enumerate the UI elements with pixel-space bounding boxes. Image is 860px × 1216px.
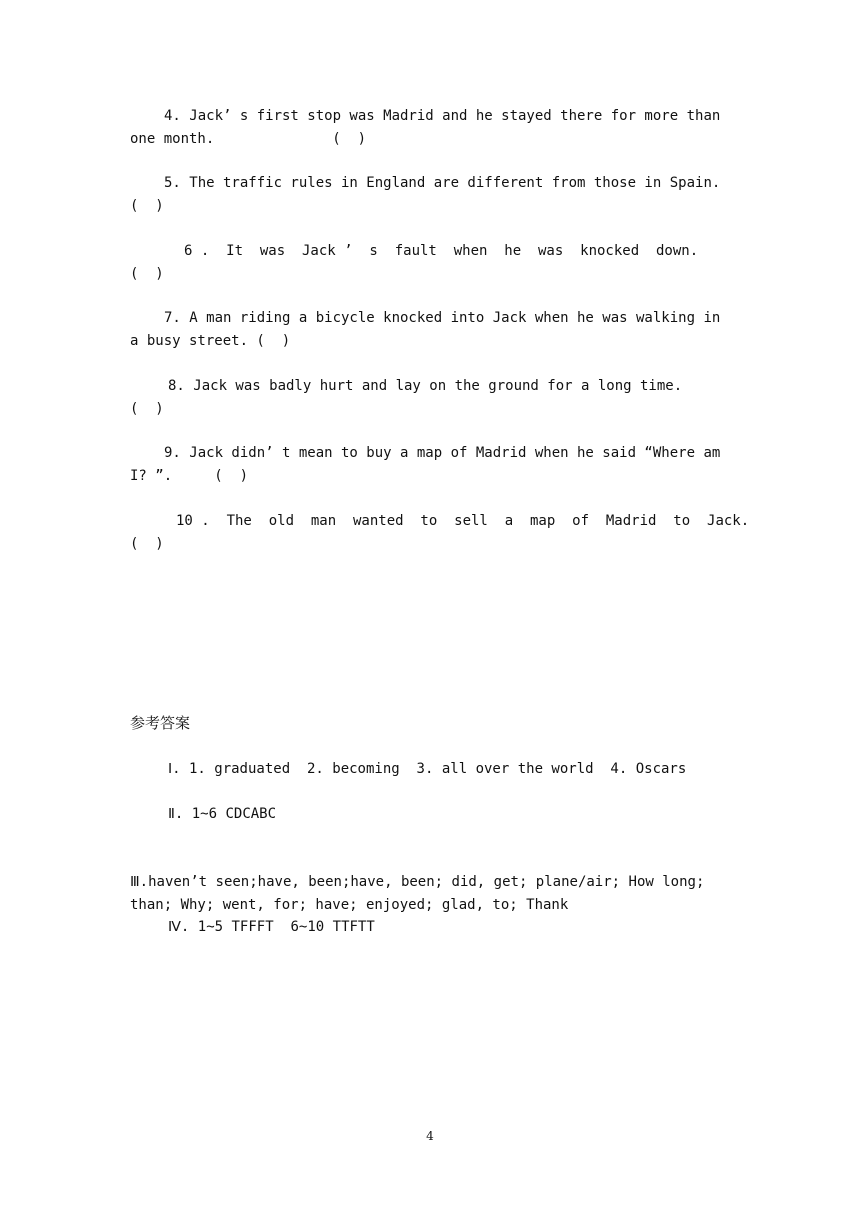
question-8 bbox=[130, 375, 730, 421]
answer-section-2 bbox=[130, 803, 730, 826]
answer-section-4 bbox=[130, 916, 730, 939]
question-8-line1: 8. Jack was badly hurt and lay on the ground for a long time. bbox=[168, 378, 683, 394]
question-9-line1: 9. Jack didn’ t mean to buy a map of Madrid when he said “Where am bbox=[164, 445, 721, 461]
question-6 bbox=[130, 240, 730, 286]
question-7-line2: a busy street. ( ) bbox=[130, 333, 291, 349]
answer-key-title: 参考答案 bbox=[130, 714, 191, 732]
answer-section-3-line2: than; Why; went, for; have; enjoyed; glad, to; Thank bbox=[130, 897, 569, 913]
question-6-line1: 6 . It was Jack ’ s fault when he was knocked down. bbox=[184, 243, 699, 259]
question-5-line2: ( ) bbox=[130, 198, 164, 214]
answer-section-1-text: Ⅰ. 1. graduated 2. becoming 3. all over the world 4. Oscars bbox=[168, 761, 687, 777]
answer-section-1 bbox=[130, 758, 730, 781]
answer-section-4-text: Ⅳ. 1~5 TFFFT 6~10 TTFTT bbox=[168, 919, 375, 935]
question-5 bbox=[130, 172, 730, 218]
question-4-line2: one month. ( ) bbox=[130, 131, 367, 147]
question-4-line1: 4. Jack’ s first stop was Madrid and he stayed there for more than bbox=[164, 108, 721, 124]
answer-section-2-text: Ⅱ. 1~6 CDCABC bbox=[168, 806, 277, 822]
question-7-line1: 7. A man riding a bicycle knocked into Jack when he was walking in bbox=[164, 310, 721, 326]
answer-section-3 bbox=[130, 848, 730, 917]
question-10-line2: ( ) bbox=[130, 536, 164, 552]
answer-section-3-line1: Ⅲ.haven’t seen;have, been;have, been; did, get; plane/air; How long; bbox=[130, 874, 705, 890]
question-8-line2: ( ) bbox=[130, 401, 164, 417]
question-10 bbox=[130, 510, 750, 556]
question-5-line1: 5. The traffic rules in England are different from those in Spain. bbox=[164, 175, 721, 191]
question-6-line2: ( ) bbox=[130, 266, 164, 282]
question-4 bbox=[130, 105, 730, 151]
page-number: 4 bbox=[426, 1129, 434, 1143]
question-10-line1: 10 . The old man wanted to sell a map of Madrid to Jack. bbox=[176, 513, 750, 529]
question-9 bbox=[130, 442, 730, 488]
question-7 bbox=[130, 307, 730, 353]
question-9-line2: I? ”. ( ) bbox=[130, 468, 249, 484]
